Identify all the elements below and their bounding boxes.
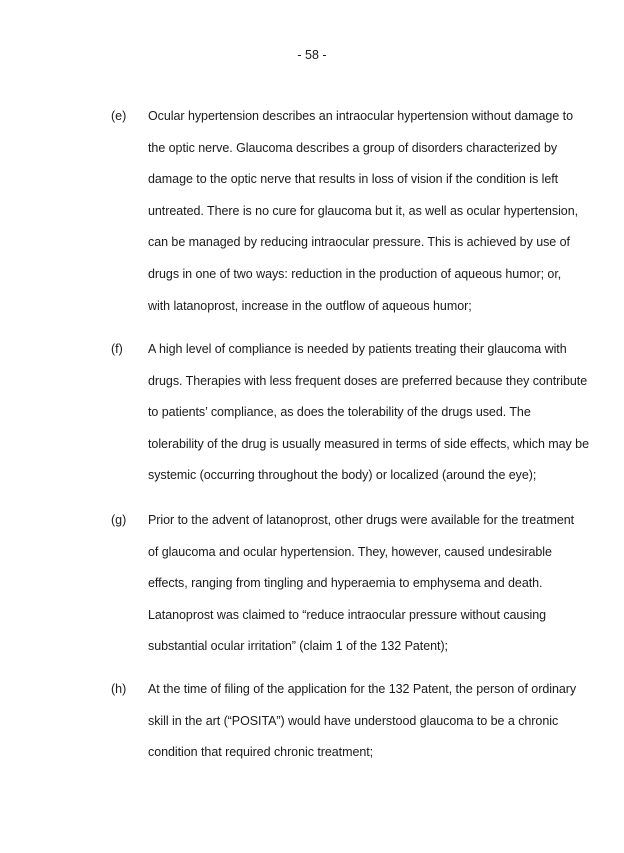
text-line: drugs. Therapies with less frequent doses are preferred because they contribute xyxy=(148,373,588,388)
text-line: Ocular hypertension describes an intraocular hypertension without damage to xyxy=(148,109,573,123)
text-line: effects, ranging from tingling and hyperaemia to emphysema and death. xyxy=(148,576,543,591)
paragraph-text xyxy=(148,674,577,769)
paragraph-label: (g) xyxy=(111,513,127,527)
page-number: - 58 - xyxy=(297,48,327,62)
paragraph-label: (e) xyxy=(111,109,127,123)
text-line: damage to the optic nerve that results in loss of vision if the condition is left xyxy=(148,172,559,187)
text-line: drugs in one of two ways: reduction in the production of aqueous humor; or, xyxy=(148,266,562,281)
text-line: Latanoprost was claimed to “reduce intraocular pressure without causing xyxy=(148,607,547,622)
text-line: substantial ocular irritation” (claim 1 of the 132 Patent); xyxy=(148,639,448,654)
text-line: the optic nerve. Glaucoma describes a group of disorders characterized by xyxy=(148,140,558,155)
text-line: Prior to the advent of latanoprost, other drugs were available for the treatment xyxy=(148,513,575,527)
text-line: systemic (occurring throughout the body) or localized (around the eye); xyxy=(148,468,537,483)
paragraph-label: (h) xyxy=(111,682,127,696)
text-line: A high level of compliance is needed by patients treating their glaucoma with xyxy=(148,342,567,356)
paragraph-text xyxy=(148,101,579,322)
text-line: to patients’ compliance, as does the tolerability of the drugs used. The xyxy=(148,405,531,420)
text-line: of glaucoma and ocular hypertension. They, however, caused undesirable xyxy=(148,544,552,559)
text-line: can be managed by reducing intraocular pressure. This is achieved by use of xyxy=(148,235,570,250)
text-line: tolerability of the drug is usually measured in terms of side effects, which may be xyxy=(148,436,589,451)
text-line: skill in the art (“POSITA”) would have understood glaucoma to be a chronic xyxy=(148,713,559,728)
paragraph-text xyxy=(148,505,575,663)
paragraph-label: (f) xyxy=(111,342,123,356)
text-line: with latanoprost, increase in the outflow of aqueous humor; xyxy=(148,298,472,313)
text-line: untreated. There is no cure for glaucoma but it, as well as ocular hypertension, xyxy=(148,203,579,218)
paragraph-text xyxy=(148,334,589,492)
text-line: condition that required chronic treatment; xyxy=(148,745,374,760)
text-line: At the time of filing of the application for the 132 Patent, the person of ordinary xyxy=(148,682,577,696)
